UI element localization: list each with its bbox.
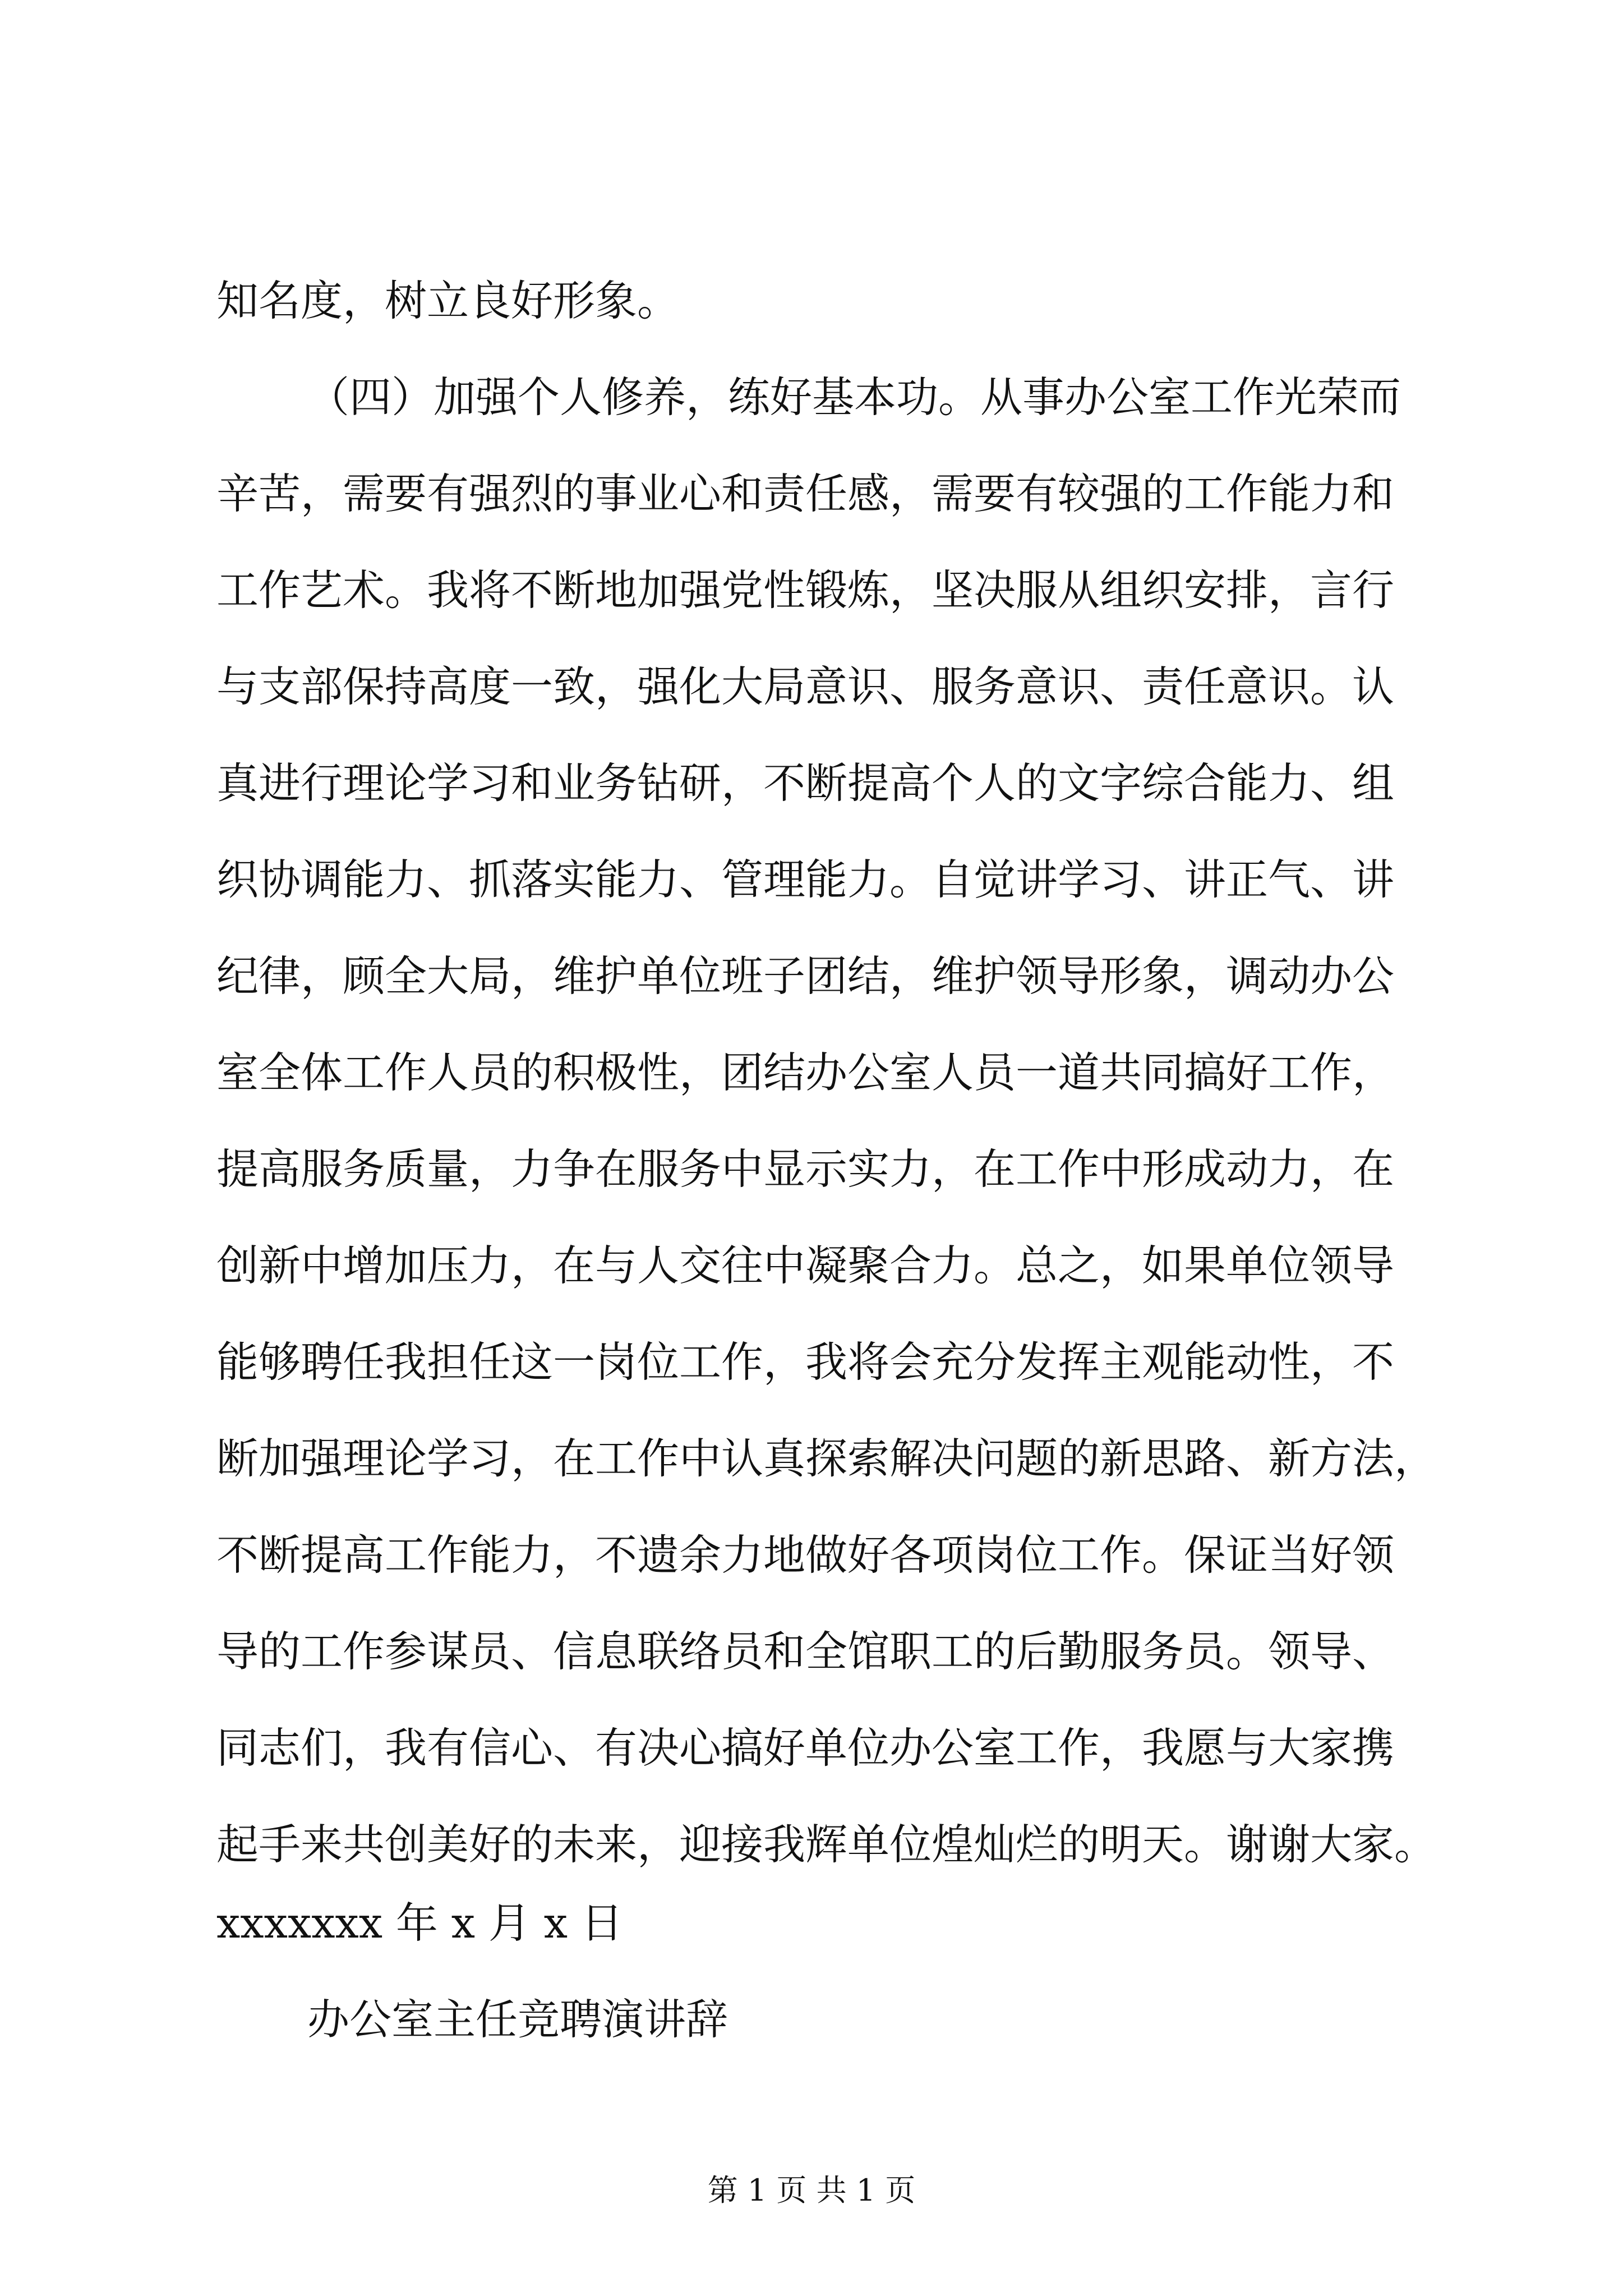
paragraph-line: （四）加强个人修养，练好基本功。从事办公室工作光荣而	[307, 372, 1401, 422]
paragraph-line: 同志们，我有信心、有决心搞好单位办公室工作，我愿与大家携	[216, 1723, 1395, 1773]
paragraph-line: 起手来共创美好的未来，迎接我辉单位煌灿烂的明天。谢谢大家。	[216, 1820, 1437, 1869]
paragraph-line: 不断提高工作能力，不遗余力地做好各项岗位工作。保证当好领	[216, 1530, 1395, 1580]
paragraph-line: 知名度，树立良好形象。	[216, 276, 680, 325]
paragraph-line: 织协调能力、抓落实能力、管理能力。自觉讲学习、讲正气、讲	[216, 855, 1395, 904]
paragraph-line: 断加强理论学习，在工作中认真探索解决问题的新思路、新方法，	[216, 1434, 1437, 1483]
paragraph-line: 与支部保持高度一致，强化大局意识、服务意识、责任意识。认	[216, 662, 1395, 711]
paragraph-line: 辛苦，需要有强烈的事业心和责任感，需要有较强的工作能力和	[216, 469, 1395, 518]
paragraph-line: 纪律，顾全大局，维护单位班子团结，维护领导形象，调动办公	[216, 951, 1395, 1001]
date-line: xxxxxxx 年 x 月 x 日	[216, 1898, 623, 1948]
document-title: 办公室主任竞聘演讲辞	[307, 1995, 728, 2044]
paragraph-line: 导的工作参谋员、信息联络员和全馆职工的后勤服务员。领导、	[216, 1627, 1395, 1676]
paragraph-line: 真进行理论学习和业务钻研，不断提高个人的文字综合能力、组	[216, 758, 1395, 808]
paragraph-line: 室全体工作人员的积极性，团结办公室人员一道共同搞好工作，	[216, 1048, 1395, 1097]
paragraph-line: 创新中增加压力，在与人交往中凝聚合力。总之，如果单位领导	[216, 1241, 1395, 1290]
paragraph-line: 工作艺术。我将不断地加强党性锻炼，坚决服从组织安排，言行	[216, 565, 1395, 615]
paragraph-line: 提高服务质量，力争在服务中显示实力，在工作中形成动力，在	[216, 1144, 1395, 1194]
page-footer: 第 1 页 共 1 页	[707, 2173, 916, 2208]
paragraph-line: 能够聘任我担任这一岗位工作，我将会充分发挥主观能动性，不	[216, 1337, 1395, 1387]
